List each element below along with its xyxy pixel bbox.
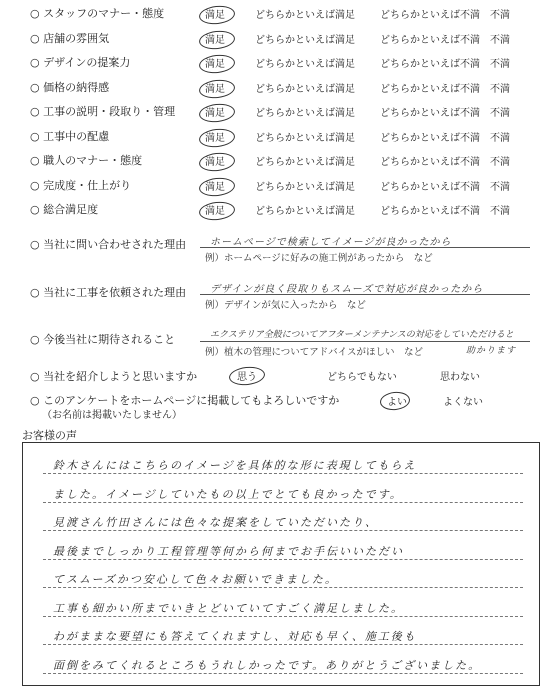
voice-text-line: 見渡さん竹田さんには色々な提案をしていただいたり、: [53, 516, 378, 529]
ruled-line: [43, 502, 523, 503]
ruled-line: [43, 673, 523, 674]
ruled-line: [43, 530, 523, 531]
rating-option[interactable]: 満足: [205, 178, 225, 193]
question-label: ○ このアンケートをホームページに掲載してもよろしいですか: [30, 394, 340, 407]
voice-text-line: ました。イメージしていたもの以上でとても良かったです。: [53, 487, 403, 501]
rating-row: [0, 198, 550, 220]
voice-text-line: 最後までしっかり工程管理等何から何までお手伝いいただい: [53, 544, 404, 558]
answer-line: [200, 294, 530, 295]
rating-option[interactable]: 満足: [205, 129, 225, 144]
option-neutral[interactable]: どちらでもない: [327, 372, 397, 383]
ruled-line: [43, 616, 523, 617]
question-label: ○ 価格の納得感: [30, 80, 110, 94]
rating-option[interactable]: どちらかといえば不満: [380, 83, 480, 95]
rating-option[interactable]: どちらかといえば不満: [380, 157, 480, 168]
rating-row: [0, 51, 550, 73]
voice-box: [22, 442, 540, 686]
rating-row: [0, 125, 550, 147]
ruled-line: [43, 473, 523, 474]
question-label: ○ 店舗の雰囲気: [30, 31, 110, 45]
question-label: ○ 当社を紹介しようと思いますか: [30, 370, 198, 383]
rating-option[interactable]: 不満: [490, 83, 510, 95]
option-no[interactable]: 思わない: [440, 372, 480, 383]
rating-option[interactable]: どちらかといえば満足: [255, 83, 355, 95]
voice-title: お客様の声: [22, 429, 77, 442]
option-yes[interactable]: 思う: [237, 368, 257, 383]
question-label: ○ 当社に工事を依頼された理由: [30, 286, 187, 299]
question-note: （お名前は掲載いたしません）: [42, 410, 182, 421]
rating-option[interactable]: 不満: [490, 59, 510, 70]
rating-option[interactable]: 満足: [205, 153, 225, 168]
rating-option[interactable]: どちらかといえば不満: [380, 59, 480, 70]
rating-option[interactable]: 満足: [205, 55, 225, 70]
rating-option[interactable]: どちらかといえば満足: [255, 34, 355, 46]
ruled-line: [43, 644, 523, 645]
rating-option[interactable]: どちらかといえば満足: [255, 132, 355, 144]
rating-option[interactable]: 満足: [205, 80, 225, 95]
rating-option[interactable]: 満足: [205, 202, 225, 217]
rating-row: [0, 100, 550, 122]
example-text: 例）ホームページに好みの施工例があったから など: [205, 253, 433, 264]
ruled-line: [43, 587, 523, 588]
question-label: ○ 総合満足度: [30, 203, 99, 216]
option-yes[interactable]: よい: [387, 393, 407, 408]
handwritten-answer-cont: 助かります: [466, 346, 517, 356]
rating-option[interactable]: 不満: [490, 181, 510, 193]
rating-option[interactable]: どちらかといえば満足: [255, 59, 355, 70]
question-label: ○ デザインの提案力: [30, 56, 131, 69]
rating-option[interactable]: どちらかといえば不満: [380, 10, 480, 21]
rating-option[interactable]: 満足: [205, 31, 225, 46]
rating-row: [0, 174, 550, 196]
question-label: ○ 工事中の配慮: [30, 129, 110, 143]
voice-text-line: 面倒をみてくれるところもうれしかったです。ありがとうございました。: [53, 658, 482, 672]
rating-row: [0, 27, 550, 49]
rating-option[interactable]: 不満: [490, 108, 510, 119]
rating-option[interactable]: どちらかといえば満足: [255, 157, 355, 168]
voice-text-line: わがままな要望にも答えてくれますし、対応も早く、施工後も: [53, 630, 417, 643]
answer-line: [200, 247, 530, 248]
rating-option[interactable]: どちらかといえば不満: [380, 181, 480, 193]
question-label: ○ スタッフのマナー・態度: [30, 7, 165, 20]
question-label: ○ 職人のマナー・態度: [30, 154, 143, 167]
option-no[interactable]: よくない: [443, 397, 483, 408]
rating-option[interactable]: どちらかといえば不満: [380, 34, 480, 46]
answer-line: [200, 341, 530, 342]
rating-option[interactable]: 不満: [490, 34, 510, 46]
handwritten-answer[interactable]: デザインが良く段取りもスムーズで対応が良かったから: [210, 284, 484, 295]
rating-row: [0, 2, 550, 24]
selected-circle: [228, 365, 266, 387]
question-label: ○ 当社に問い合わせされた理由: [30, 238, 187, 251]
rating-row: [0, 149, 550, 171]
rating-option[interactable]: どちらかといえば不満: [380, 132, 480, 144]
rating-option[interactable]: 満足: [205, 104, 225, 119]
rating-option[interactable]: 不満: [490, 132, 510, 144]
voice-text-line: 工事も細かい所までいきとどいていてすごく満足しました。: [53, 601, 404, 615]
rating-option[interactable]: どちらかといえば不満: [380, 108, 480, 119]
question-label: ○ 今後当社に期待されること: [30, 333, 176, 346]
rating-option[interactable]: どちらかといえば不満: [380, 206, 480, 217]
handwritten-answer[interactable]: エクステリア全般についてアフターメンテナンスの対応をしていただけると: [210, 330, 514, 340]
example-text: 例）植木の管理についてアドバイスがほしい など: [205, 347, 424, 358]
ruled-line: [43, 559, 523, 560]
question-label: ○ 工事の説明・段取り・管理: [30, 105, 176, 118]
selected-circle: [379, 390, 411, 411]
example-text: 例）デザインが気に入ったから など: [205, 300, 366, 311]
rating-option[interactable]: どちらかといえば満足: [255, 10, 355, 21]
voice-text-line: 鈴木さんにはこちらのイメージを具体的な形に表現してもらえ: [53, 459, 417, 472]
handwritten-answer[interactable]: ホームページで検索してイメージが良かったから: [210, 237, 452, 248]
rating-option[interactable]: 不満: [490, 157, 510, 168]
question-label: ○ 完成度・仕上がり: [30, 178, 132, 192]
rating-option[interactable]: 満足: [205, 6, 225, 21]
rating-option[interactable]: どちらかといえば満足: [255, 206, 355, 217]
rating-option[interactable]: どちらかといえば満足: [255, 181, 355, 193]
rating-row: [0, 76, 550, 98]
voice-text-line: てスムーズかつ安心して色々お願いできました。: [53, 573, 338, 586]
rating-option[interactable]: どちらかといえば満足: [255, 108, 355, 119]
rating-option[interactable]: 不満: [490, 206, 510, 217]
rating-option[interactable]: 不満: [490, 10, 510, 21]
